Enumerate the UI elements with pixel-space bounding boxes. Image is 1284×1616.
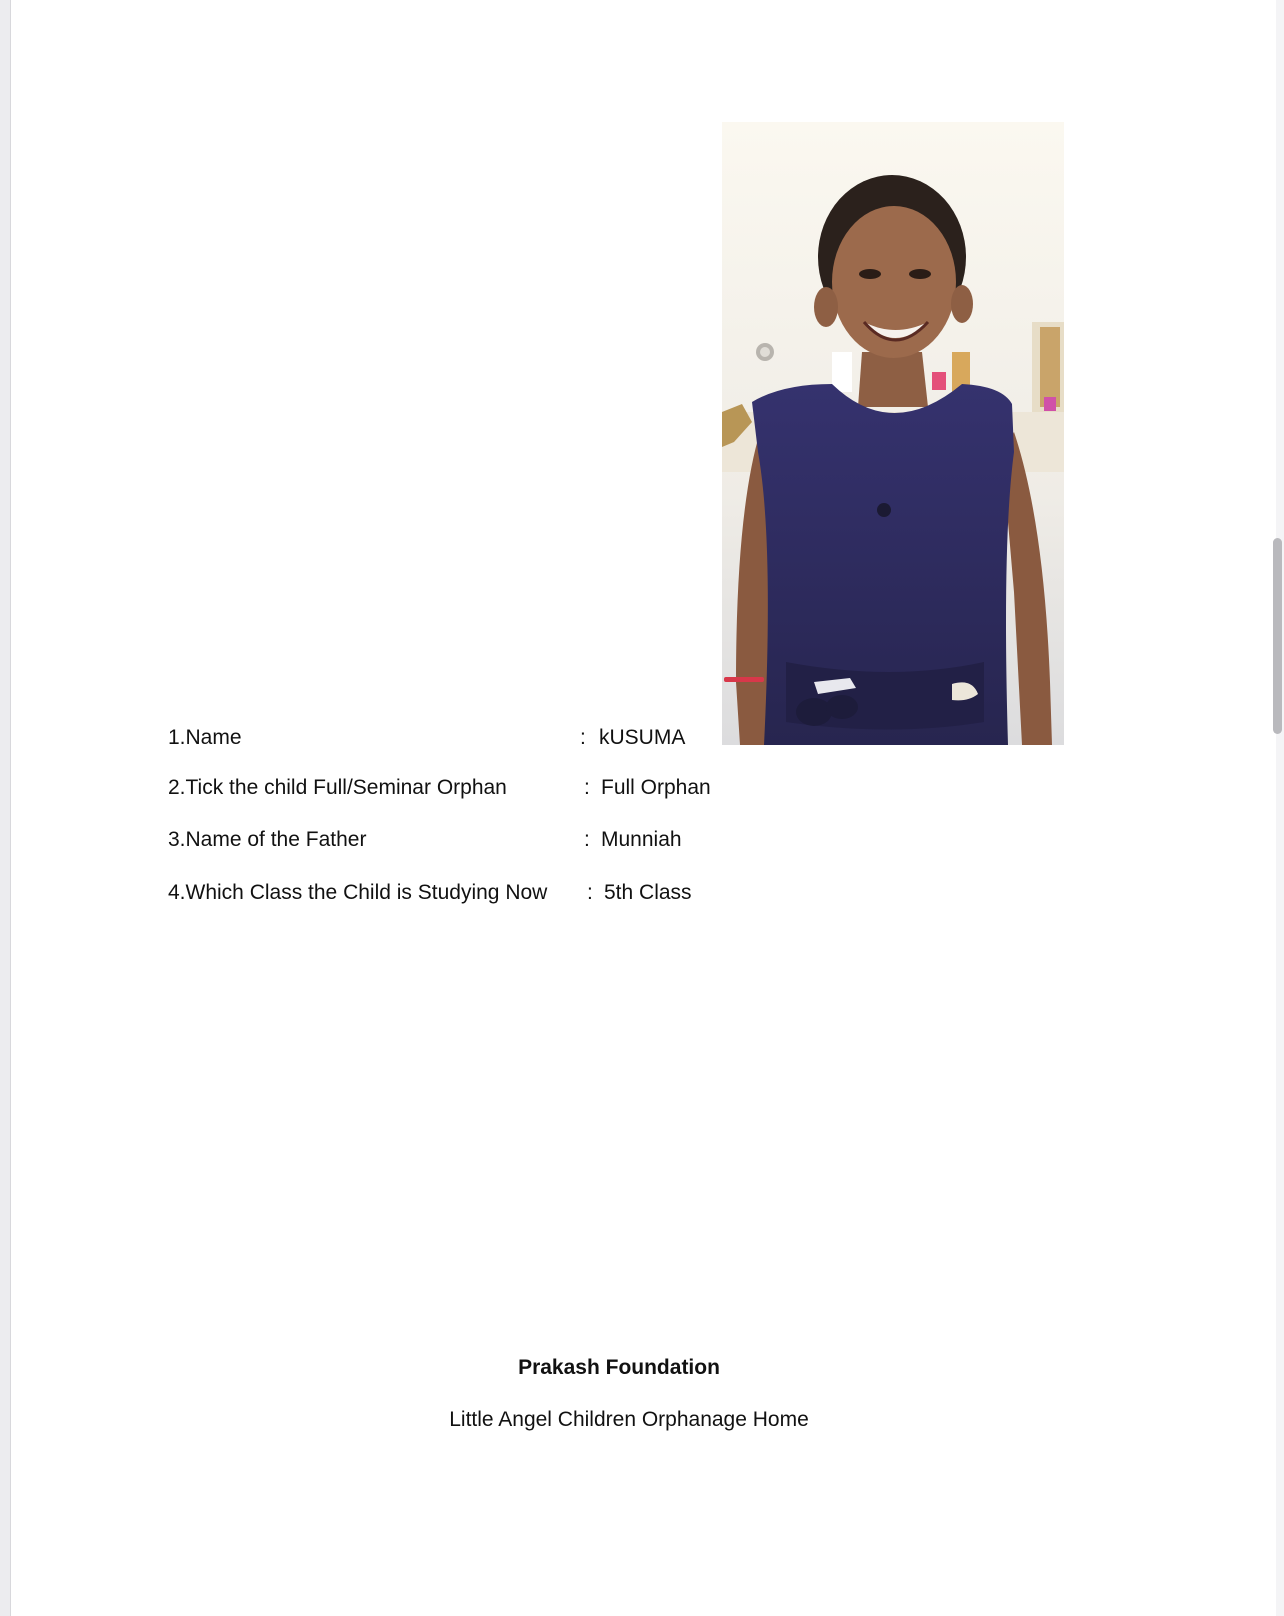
child-photo: [722, 122, 1064, 745]
field-value-father-name: Munniah: [601, 828, 682, 851]
organization-subtitle: Little Angel Children Orphanage Home: [449, 1408, 809, 1431]
field-label-orphan-status: 2.Tick the child Full/Seminar Orphan: [168, 776, 507, 799]
field-colon: :: [584, 828, 590, 851]
field-value-orphan-status: Full Orphan: [601, 776, 711, 799]
field-colon: :: [587, 881, 593, 904]
document-page: [10, 0, 1278, 1616]
field-label-father-name: 3.Name of the Father: [168, 828, 367, 851]
field-colon: :: [580, 726, 586, 749]
field-colon: :: [584, 776, 590, 799]
vertical-scrollbar[interactable]: [1276, 0, 1284, 1616]
field-value-class: 5th Class: [604, 881, 692, 904]
organization-name: Prakash Foundation: [518, 1356, 720, 1379]
field-label-class: 4.Which Class the Child is Studying Now: [168, 881, 548, 904]
field-value-name: kUSUMA: [599, 726, 686, 749]
field-label-name: 1.Name: [168, 726, 242, 749]
scrollbar-thumb[interactable]: [1273, 538, 1282, 734]
